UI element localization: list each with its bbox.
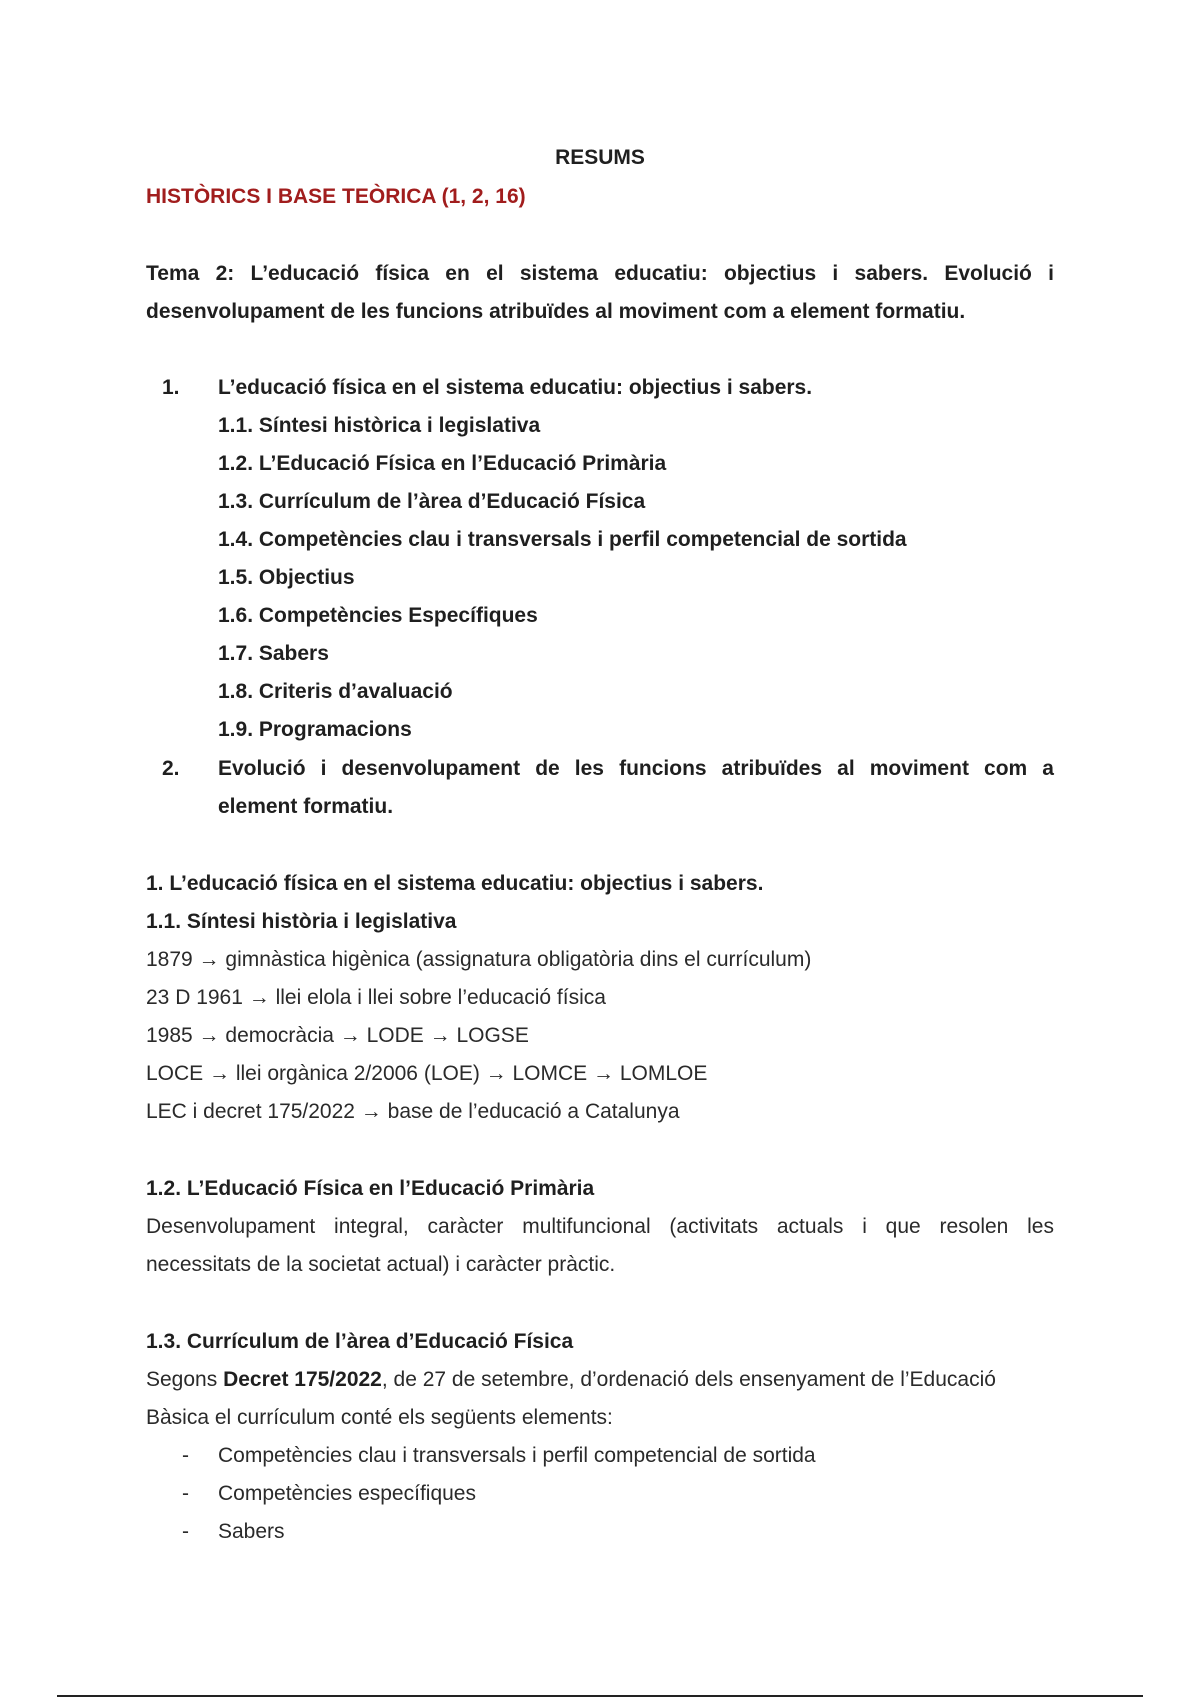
toc-sub-item: 1.8. Criteris d’avaluació (218, 680, 453, 703)
section-1-3-paragraph-line-1 (146, 1361, 996, 1399)
history-line: LEC i decret 175/2022 → base de l’educació a Catalunya (146, 1100, 680, 1123)
section-1-heading: 1. L’educació física en el sistema educatiu: objectius i sabers. (146, 872, 764, 895)
bullet-dash: - (182, 1482, 189, 1505)
toc-sub-item: 1.6. Competències Específiques (218, 604, 538, 627)
toc-sub-item: 1.9. Programacions (218, 718, 412, 741)
bullet-item: Competències específiques (218, 1482, 476, 1505)
section-1-1-heading: 1.1. Síntesi història i legislativa (146, 910, 457, 933)
decret-reference: Decret 175/2022 (223, 1368, 382, 1391)
toc-sub-item: 1.1. Síntesi històrica i legislativa (218, 414, 541, 437)
section-heading: HISTÒRICS I BASE TEÒRICA (1, 2, 16) (146, 185, 526, 208)
toc-sub-item: 1.4. Competències clau i transversals i perfil competencial de sortida (218, 528, 907, 551)
toc-item-2-line-2: element formatiu. (218, 795, 394, 818)
toc-item-1: L’educació física en el sistema educatiu: objectius i sabers. (218, 376, 813, 399)
toc-item-2-number: 2. (162, 757, 180, 780)
toc-sub-item: 1.3. Currículum de l’àrea d’Educació Física (218, 490, 646, 513)
toc-sub-item: 1.5. Objectius (218, 566, 355, 589)
bullet-item: Sabers (218, 1520, 285, 1543)
toc-sub-item: 1.2. L’Educació Física en l’Educació Primària (218, 452, 667, 475)
toc-sub-item: 1.7. Sabers (218, 642, 329, 665)
section-1-3-paragraph-line-2: Bàsica el currículum conté els següents elements: (146, 1406, 613, 1429)
footer-divider (57, 1695, 1143, 1697)
decret-suffix: , de 27 de setembre, d’ordenació dels ensenyament de l’Educació (381, 1368, 996, 1391)
tema-line-2: desenvolupament de les funcions atribuïdes al moviment com a element formatiu. (146, 300, 966, 323)
bullet-dash: - (182, 1520, 189, 1543)
toc-item-1-number: 1. (162, 376, 180, 399)
section-1-3-heading: 1.3. Currículum de l’àrea d’Educació Física (146, 1330, 574, 1353)
history-line: 1879 → gimnàstica higènica (assignatura obligatòria dins el currículum) (146, 948, 812, 971)
bullet-item: Competències clau i transversals i perfil competencial de sortida (218, 1444, 816, 1467)
bullet-dash: - (182, 1444, 189, 1467)
page-title: RESUMS (555, 146, 645, 169)
decret-prefix: Segons (146, 1368, 224, 1391)
section-1-2-heading: 1.2. L’Educació Física en l’Educació Primària (146, 1177, 595, 1200)
history-line: LOCE → llei orgànica 2/2006 (LOE) → LOMCE → LOMLOE (146, 1062, 708, 1085)
history-line: 23 D 1961 → llei elola i llei sobre l’educació física (146, 986, 606, 1009)
history-line: 1985 → democràcia → LODE → LOGSE (146, 1024, 529, 1047)
tema-line-1: Tema 2: L’educació física en el sistema educatiu: objectius i sabers. Evolució i (146, 262, 1054, 285)
section-1-2-line-2: necessitats de la societat actual) i caràcter pràctic. (146, 1253, 616, 1276)
toc-item-2-line-1: Evolució i desenvolupament de les funcions atribuïdes al moviment com a (218, 757, 1054, 780)
section-1-2-line-1: Desenvolupament integral, caràcter multifuncional (activitats actuals i que resolen les (146, 1215, 1054, 1238)
